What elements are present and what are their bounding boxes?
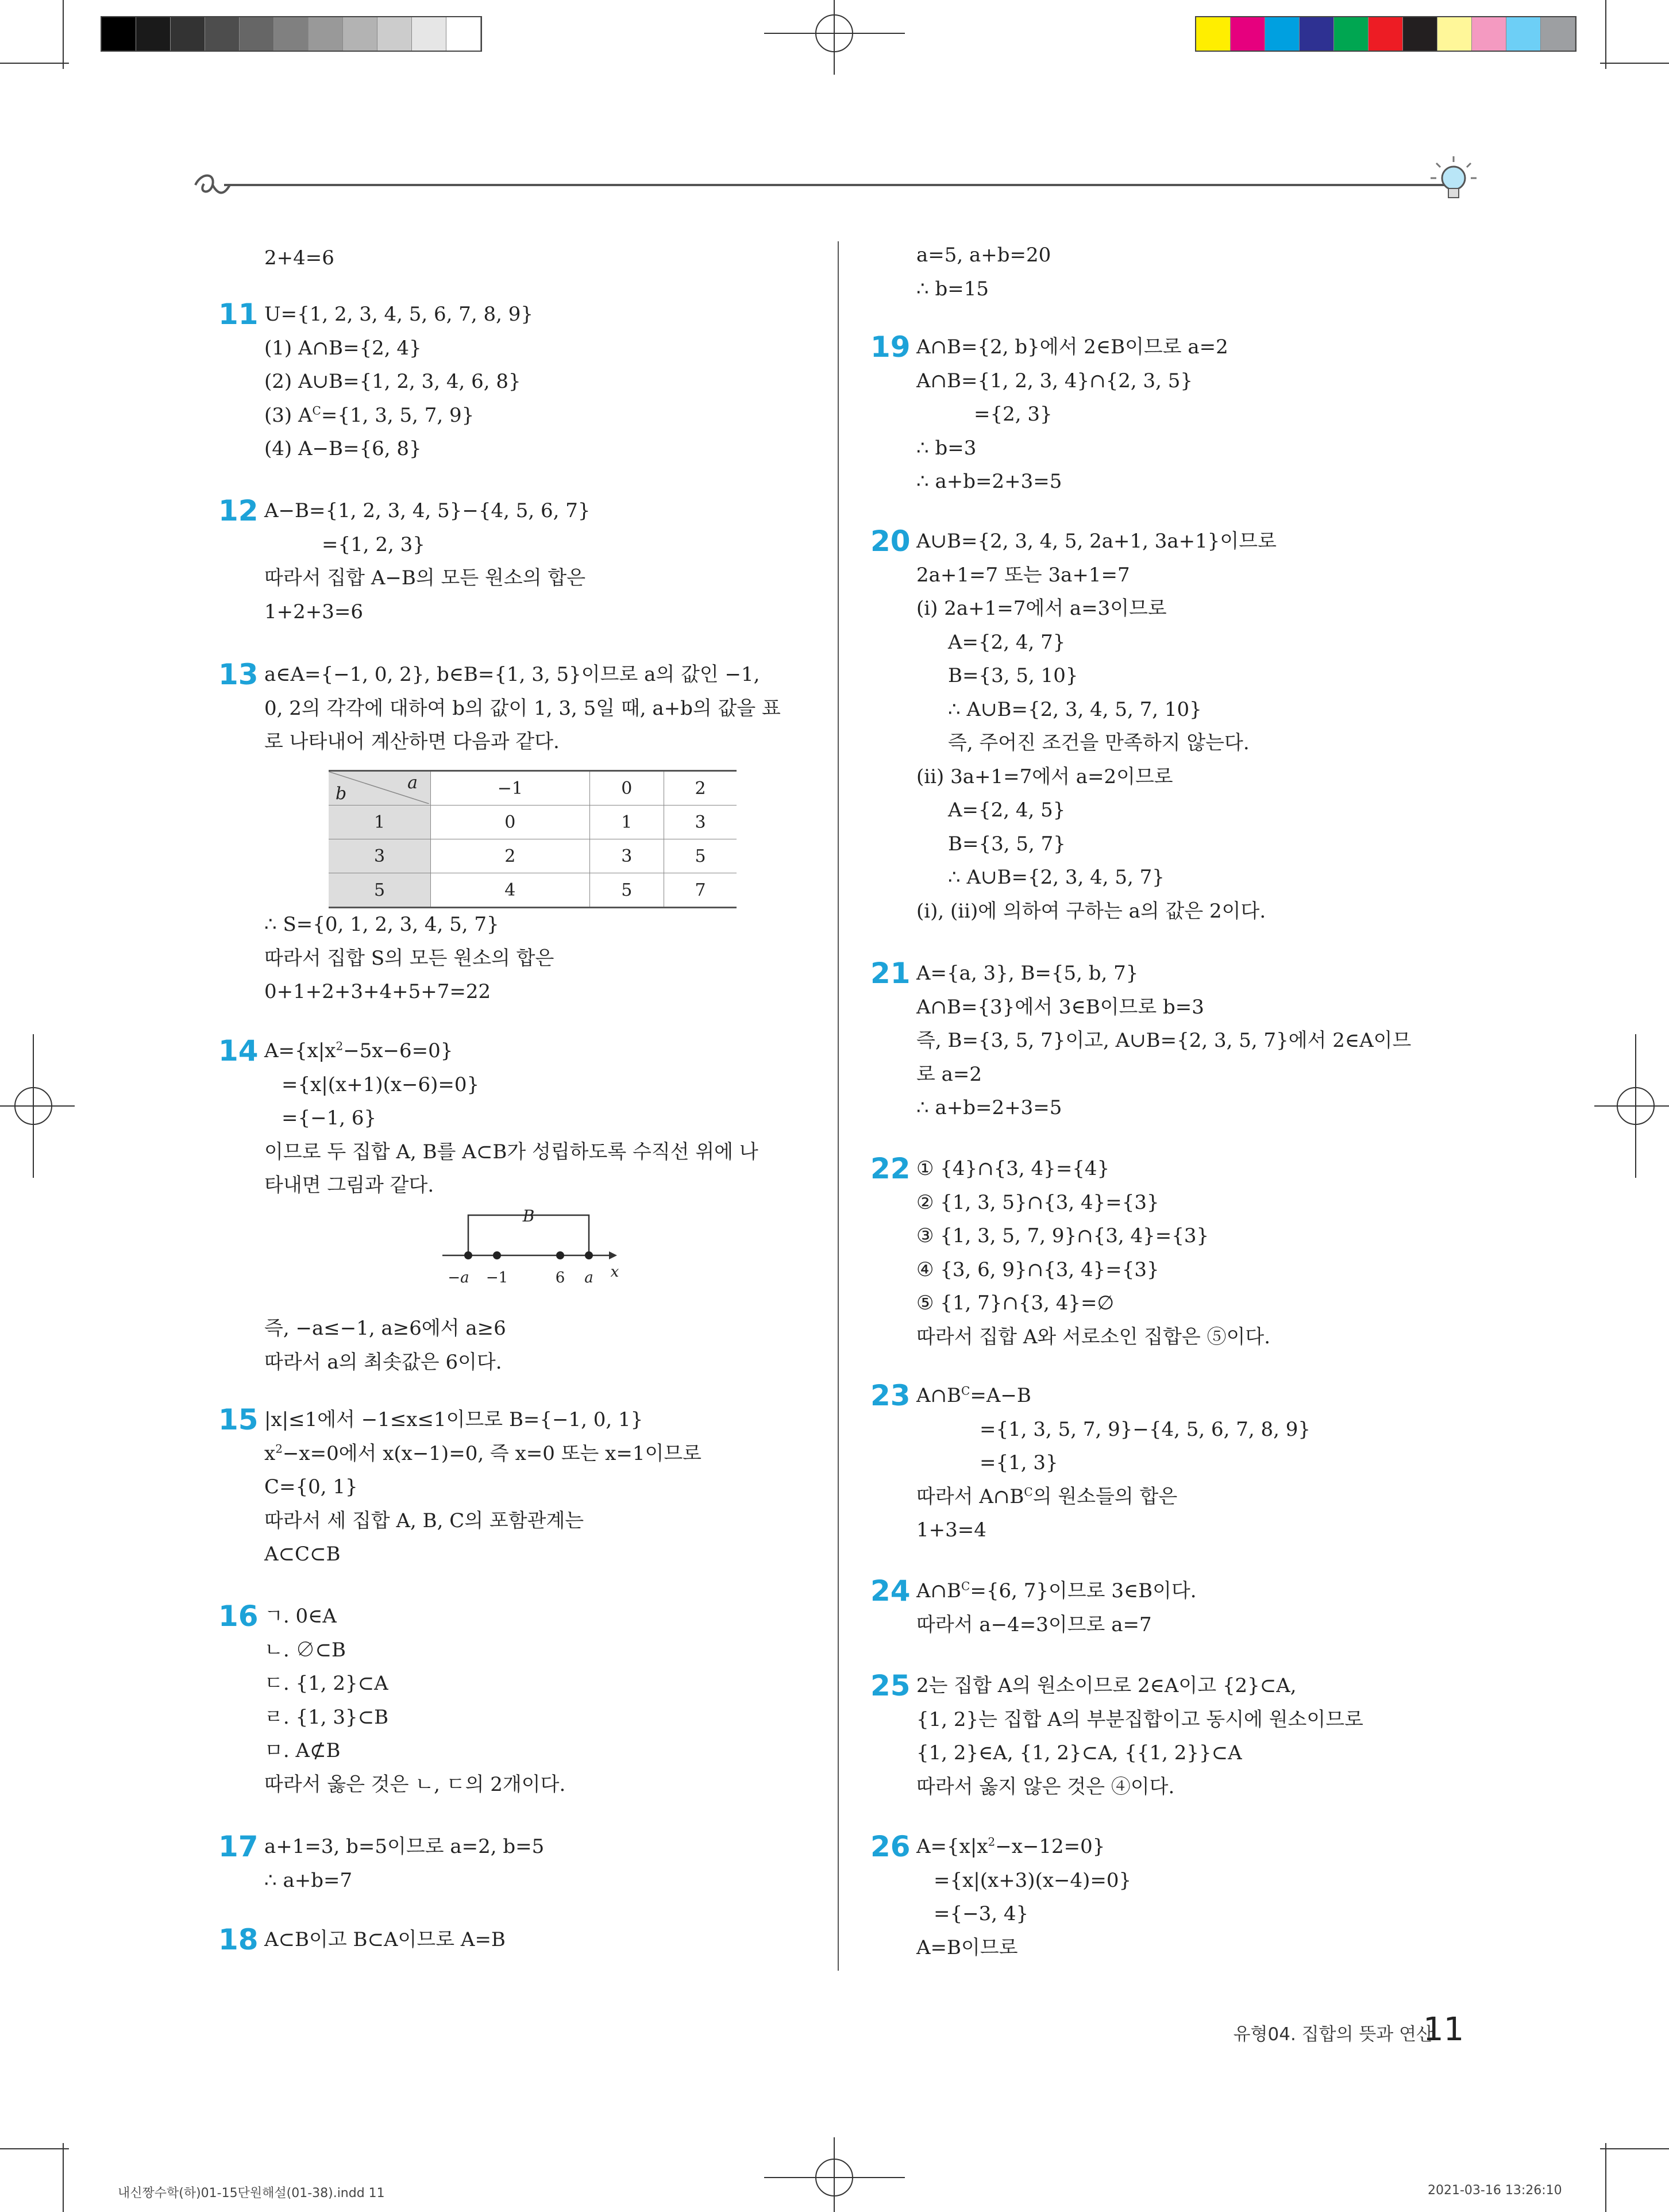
color-swatch xyxy=(1196,17,1231,51)
problem-13-conclusion xyxy=(264,908,554,1009)
corner-label-b: b xyxy=(336,784,347,804)
text-line: 따라서 a−4=3이므로 a=7 xyxy=(916,1613,1152,1636)
problem-20 xyxy=(870,525,1277,928)
table-cell: 1 xyxy=(589,806,664,839)
text-part: −5x−6=0} xyxy=(343,1039,453,1062)
text-line: 즉, B={3, 5, 7}이고, A∪B={2, 3, 5, 7}에서 2∈A이므 xyxy=(916,1029,1412,1052)
table-cell: 4 xyxy=(431,873,590,908)
text-line: 즉, 주어진 조건을 만족하지 않는다. xyxy=(948,731,1250,754)
text-line xyxy=(264,399,533,433)
text-part: x xyxy=(264,1442,276,1465)
text-line: a=5, a+b=20 xyxy=(916,244,1051,267)
text-line: ㄷ. {1, 2}⊂A xyxy=(264,1672,388,1695)
text-line: (ⅰ), (ⅱ)에 의하여 구하는 a의 값은 2이다. xyxy=(916,899,1266,923)
problem-22 xyxy=(870,1152,1270,1354)
text-line: ∴ b=3 xyxy=(916,436,977,460)
text-line: ={x|(x+3)(x−4)=0} xyxy=(934,1868,1132,1892)
gray-swatch xyxy=(102,17,136,51)
gray-swatch xyxy=(205,17,240,51)
gray-swatch xyxy=(377,17,412,51)
text-line: (4) A−B={6, 8} xyxy=(264,437,422,460)
file-slug: 내신짱수학(하)01-15단원해설(01-38).indd 11 xyxy=(118,2186,385,2201)
text-line xyxy=(916,1830,1131,1864)
text-line: 따라서 집합 A와 서로소인 집합은 ⑤이다. xyxy=(916,1325,1271,1348)
problem-17 xyxy=(218,1830,544,1897)
text-line: {1, 2}는 집합 A의 부분집합이고 동시에 원소이므로 xyxy=(916,1708,1363,1731)
superscript: 2 xyxy=(275,1442,283,1456)
text-line xyxy=(264,1437,701,1471)
lightbulb-icon xyxy=(1431,156,1477,198)
text-line: 따라서 집합 S의 모든 원소의 합은 xyxy=(264,946,554,970)
timestamp-slug: 2021-03-16 13:26:10 xyxy=(1428,2183,1562,2198)
text-line: (ⅱ) 3a+1=7에서 a=2이므로 xyxy=(916,765,1173,788)
problem-16 xyxy=(218,1600,565,1801)
text-line: B={3, 5, 10} xyxy=(948,664,1078,687)
problem-number: 17 xyxy=(218,1830,259,1863)
problem-number: 20 xyxy=(870,525,911,558)
gray-swatch xyxy=(274,17,309,51)
text-line: ③ {1, 3, 5, 7, 9}∩{3, 4}={3} xyxy=(916,1224,1209,1247)
text-line: 2a+1=7 또는 3a+1=7 xyxy=(916,563,1130,587)
text-line: (1) A∩B={2, 4} xyxy=(264,336,422,360)
table-cell: 5 xyxy=(329,873,431,908)
text-line: 따라서 옳지 않은 것은 ④이다. xyxy=(916,1775,1175,1798)
text-line: ={x|(x+1)(x−6)=0} xyxy=(282,1073,480,1096)
color-swatch xyxy=(1506,17,1541,51)
text-line: 따라서 집합 A−B의 모든 원소의 합은 xyxy=(264,567,586,589)
text-line: ={1, 2, 3} xyxy=(322,533,425,556)
table-cell: 3 xyxy=(589,839,664,873)
text-line: 즉, −a≤−1, a≥6에서 a≥6 xyxy=(264,1317,506,1340)
problem-14-conclusion xyxy=(264,1312,506,1379)
text-line: ∴ A∪B={2, 3, 4, 5, 7} xyxy=(948,866,1165,889)
problem-18 xyxy=(218,1923,506,1957)
text-line: ∴ a+b=2+3=5 xyxy=(916,1096,1062,1119)
problem-21 xyxy=(870,957,1411,1125)
grayscale-bar xyxy=(101,16,482,52)
problem-number: 19 xyxy=(870,330,911,364)
problem-25 xyxy=(870,1669,1363,1803)
table-cell: 7 xyxy=(664,873,737,908)
text-line: 따라서 세 집합 A, B, C의 포함관계는 xyxy=(264,1509,584,1532)
text-part: A={x|x xyxy=(264,1039,336,1062)
text-line: {1, 2}∈A, {1, 2}⊂A, {{1, 2}}⊂A xyxy=(916,1741,1242,1764)
text-part: A={x|x xyxy=(916,1835,988,1858)
text-part: A∩B xyxy=(916,1384,962,1407)
text-line: A={2, 4, 7} xyxy=(948,630,1066,654)
text-line: 타내면 그림과 같다. xyxy=(264,1174,434,1197)
number-line-diagram xyxy=(442,1207,632,1298)
section-title: 유형04. 집합의 뜻과 연산 xyxy=(1233,2024,1433,2045)
tick-label: a xyxy=(584,1269,593,1286)
problem-number: 22 xyxy=(870,1152,911,1185)
text-part: 의 원소들의 합은 xyxy=(1032,1485,1178,1508)
text-line: ㄴ. ∅⊂B xyxy=(264,1638,346,1662)
color-swatch xyxy=(1541,17,1575,51)
gray-swatch xyxy=(343,17,377,51)
text-line: 2는 집합 A의 원소이므로 2∈A이고 {2}⊂A, xyxy=(916,1674,1297,1697)
header-rule xyxy=(190,155,1488,207)
text-line: A⊂C⊂B xyxy=(264,1543,341,1566)
text-line: ={−1, 6} xyxy=(282,1107,377,1130)
color-swatch xyxy=(1265,17,1300,51)
problem-11 xyxy=(218,298,533,466)
text-line: 로 a=2 xyxy=(916,1062,982,1086)
color-bar xyxy=(1195,16,1577,52)
text-line: ㅁ. A⊄B xyxy=(264,1739,341,1762)
gray-swatch xyxy=(171,17,205,51)
table-cell: 5 xyxy=(664,839,737,873)
gray-swatch xyxy=(412,17,446,51)
text-line: ={−3, 4} xyxy=(934,1902,1029,1925)
tick-label: −a xyxy=(448,1269,469,1286)
column-divider xyxy=(838,241,839,1971)
text-line: ∴ b=15 xyxy=(916,277,989,300)
text-line xyxy=(916,1574,1197,1608)
text-line: a+1=3, b=5이므로 a=2, b=5 xyxy=(264,1835,545,1858)
problem-number: 26 xyxy=(870,1830,911,1863)
text-line: U={1, 2, 3, 4, 5, 6, 7, 8, 9} xyxy=(264,303,534,326)
text-part: =A−B xyxy=(970,1384,1031,1407)
set-label: B xyxy=(522,1207,535,1226)
text-line: 이므로 두 집합 A, B를 A⊂B가 성립하도록 수직선 위에 나 xyxy=(264,1140,758,1163)
tick-label: −1 xyxy=(485,1269,508,1286)
text-line: A∩B={3}에서 3∈B이므로 b=3 xyxy=(916,995,1204,1019)
text-line: 2+4=6 xyxy=(264,246,334,269)
sum-table xyxy=(329,770,737,908)
text-part: ={1, 3, 5, 7, 9} xyxy=(321,403,475,427)
problem-13 xyxy=(218,658,781,759)
problem-number: 24 xyxy=(870,1574,911,1608)
problem-number: 12 xyxy=(218,494,259,527)
tick-label: 6 xyxy=(555,1269,565,1286)
text-line: 0, 2의 각각에 대하여 b의 값이 1, 3, 5일 때, a+b의 값을 표 xyxy=(264,696,781,720)
table-corner xyxy=(329,771,431,806)
text-line xyxy=(264,1034,758,1068)
problem-10-tail xyxy=(264,241,334,275)
axis-label: x xyxy=(610,1263,619,1281)
text-line: 1+2+3=6 xyxy=(264,600,363,623)
text-line: ={1, 3, 5, 7, 9}−{4, 5, 6, 7, 8, 9} xyxy=(980,1417,1310,1441)
problem-number: 14 xyxy=(218,1034,259,1068)
text-line: (ⅰ) 2a+1=7에서 a=3이므로 xyxy=(916,597,1167,620)
text-line: 따라서 옳은 것은 ㄴ, ㄷ의 2개이다. xyxy=(264,1772,566,1796)
text-line: ② {1, 3, 5}∩{3, 4}={3} xyxy=(916,1190,1159,1214)
table-cell: 1 xyxy=(329,806,431,839)
table-header: −1 xyxy=(431,771,590,806)
text-line: B={3, 5, 7} xyxy=(948,832,1066,855)
problem-26 xyxy=(870,1830,1131,1964)
color-swatch xyxy=(1300,17,1334,51)
problem-number: 11 xyxy=(218,298,259,331)
text-line: ={2, 3} xyxy=(974,403,1053,426)
text-line: C={0, 1} xyxy=(264,1475,358,1498)
superscript: 2 xyxy=(988,1835,996,1849)
problem-number: 18 xyxy=(218,1923,259,1956)
text-line: ④ {3, 6, 9}∩{3, 4}={3} xyxy=(916,1258,1159,1281)
superscript: C xyxy=(312,403,321,418)
color-swatch xyxy=(1437,17,1472,51)
text-line: ① {4}∩{3, 4}={4} xyxy=(916,1157,1110,1180)
table-cell: 0 xyxy=(431,806,590,839)
text-line: ∴ a+b=7 xyxy=(264,1868,353,1892)
page-number: 11 xyxy=(1423,2011,1464,2048)
text-line: A∩B={1, 2, 3, 4}∩{2, 3, 5} xyxy=(916,369,1193,392)
problem-14 xyxy=(218,1034,758,1203)
text-line: A∩B={2, b}에서 2∈B이므로 a=2 xyxy=(916,336,1228,359)
table-cell: 5 xyxy=(589,873,664,908)
superscript: C xyxy=(1024,1485,1033,1499)
corner-label-a: a xyxy=(407,773,418,793)
text-line: ={1, 3} xyxy=(980,1451,1058,1474)
text-part: (3) A xyxy=(264,403,313,427)
superscript: 2 xyxy=(336,1039,344,1053)
problem-12 xyxy=(218,494,591,629)
problem-number: 25 xyxy=(870,1669,911,1702)
text-part: 따라서 A∩B xyxy=(916,1485,1024,1508)
text-line: 따라서 a의 최솟값은 6이다. xyxy=(264,1350,502,1374)
table-header: 2 xyxy=(664,771,737,806)
text-part: A∩B xyxy=(916,1579,962,1602)
table-row xyxy=(329,839,737,873)
text-line: A={a, 3}, B={5, b, 7} xyxy=(916,962,1139,985)
gray-swatch xyxy=(240,17,274,51)
color-swatch xyxy=(1369,17,1403,51)
gray-swatch xyxy=(446,17,481,51)
problem-number: 15 xyxy=(218,1403,259,1436)
superscript: C xyxy=(961,1384,970,1398)
text-line: A∪B={2, 3, 4, 5, 2a+1, 3a+1}이므로 xyxy=(916,530,1277,553)
problem-number: 13 xyxy=(218,658,259,691)
text-line: ㄱ. 0∈A xyxy=(264,1605,337,1628)
gray-swatch xyxy=(136,17,171,51)
text-line: A⊂B이고 B⊂A이므로 A=B xyxy=(264,1928,506,1951)
text-line xyxy=(916,1379,1310,1413)
table-cell: 3 xyxy=(664,806,737,839)
problem-24 xyxy=(870,1574,1197,1641)
text-line: A−B={1, 2, 3, 4, 5}−{4, 5, 6, 7} xyxy=(264,499,591,522)
text-part: −x=0에서 x(x−1)=0, 즉 x=0 또는 x=1이므로 xyxy=(282,1442,702,1465)
text-line: 1+3=4 xyxy=(916,1519,986,1542)
problem-number: 21 xyxy=(870,957,911,990)
table-cell: 2 xyxy=(431,839,590,873)
text-line: ∴ S={0, 1, 2, 3, 4, 5, 7} xyxy=(264,913,499,936)
problem-15 xyxy=(218,1403,701,1571)
problem-number: 16 xyxy=(218,1600,259,1633)
text-line: 로 나타내어 계산하면 다음과 같다. xyxy=(264,730,560,753)
color-swatch xyxy=(1334,17,1369,51)
text-line: A=B이므로 xyxy=(916,1936,1018,1959)
text-line: ⑤ {1, 7}∩{3, 4}=∅ xyxy=(916,1292,1115,1315)
text-line xyxy=(916,1480,1310,1514)
gray-swatch xyxy=(309,17,343,51)
text-line: 0+1+2+3+4+5+7=22 xyxy=(264,980,491,1003)
problem-23 xyxy=(870,1379,1310,1547)
color-swatch xyxy=(1403,17,1437,51)
text-line: ∴ a+b=2+3=5 xyxy=(916,470,1062,493)
table-cell: 3 xyxy=(329,839,431,873)
color-swatch xyxy=(1231,17,1265,51)
superscript: C xyxy=(961,1579,970,1593)
text-line: ∴ A∪B={2, 3, 4, 5, 7, 10} xyxy=(948,697,1202,721)
table-row xyxy=(329,806,737,839)
text-part: −x−12=0} xyxy=(995,1835,1105,1858)
problem-number: 23 xyxy=(870,1379,911,1412)
table-header: 0 xyxy=(589,771,664,806)
text-line: a∈A={−1, 0, 2}, b∈B={1, 3, 5}이므로 a의 값인 −1, xyxy=(264,663,760,686)
color-swatch xyxy=(1472,17,1506,51)
problem-18-tail xyxy=(916,238,1051,306)
text-part: ={6, 7}이므로 3∈B이다. xyxy=(970,1579,1197,1602)
text-line: (2) A∪B={1, 2, 3, 4, 6, 8} xyxy=(264,370,521,393)
text-line: A={2, 4, 5} xyxy=(948,799,1066,822)
text-line: ㄹ. {1, 3}⊂B xyxy=(264,1705,389,1729)
table-row xyxy=(329,873,737,908)
problem-19 xyxy=(870,330,1228,499)
text-line: |x|≤1에서 −1≤x≤1이므로 B={−1, 0, 1} xyxy=(264,1408,643,1431)
